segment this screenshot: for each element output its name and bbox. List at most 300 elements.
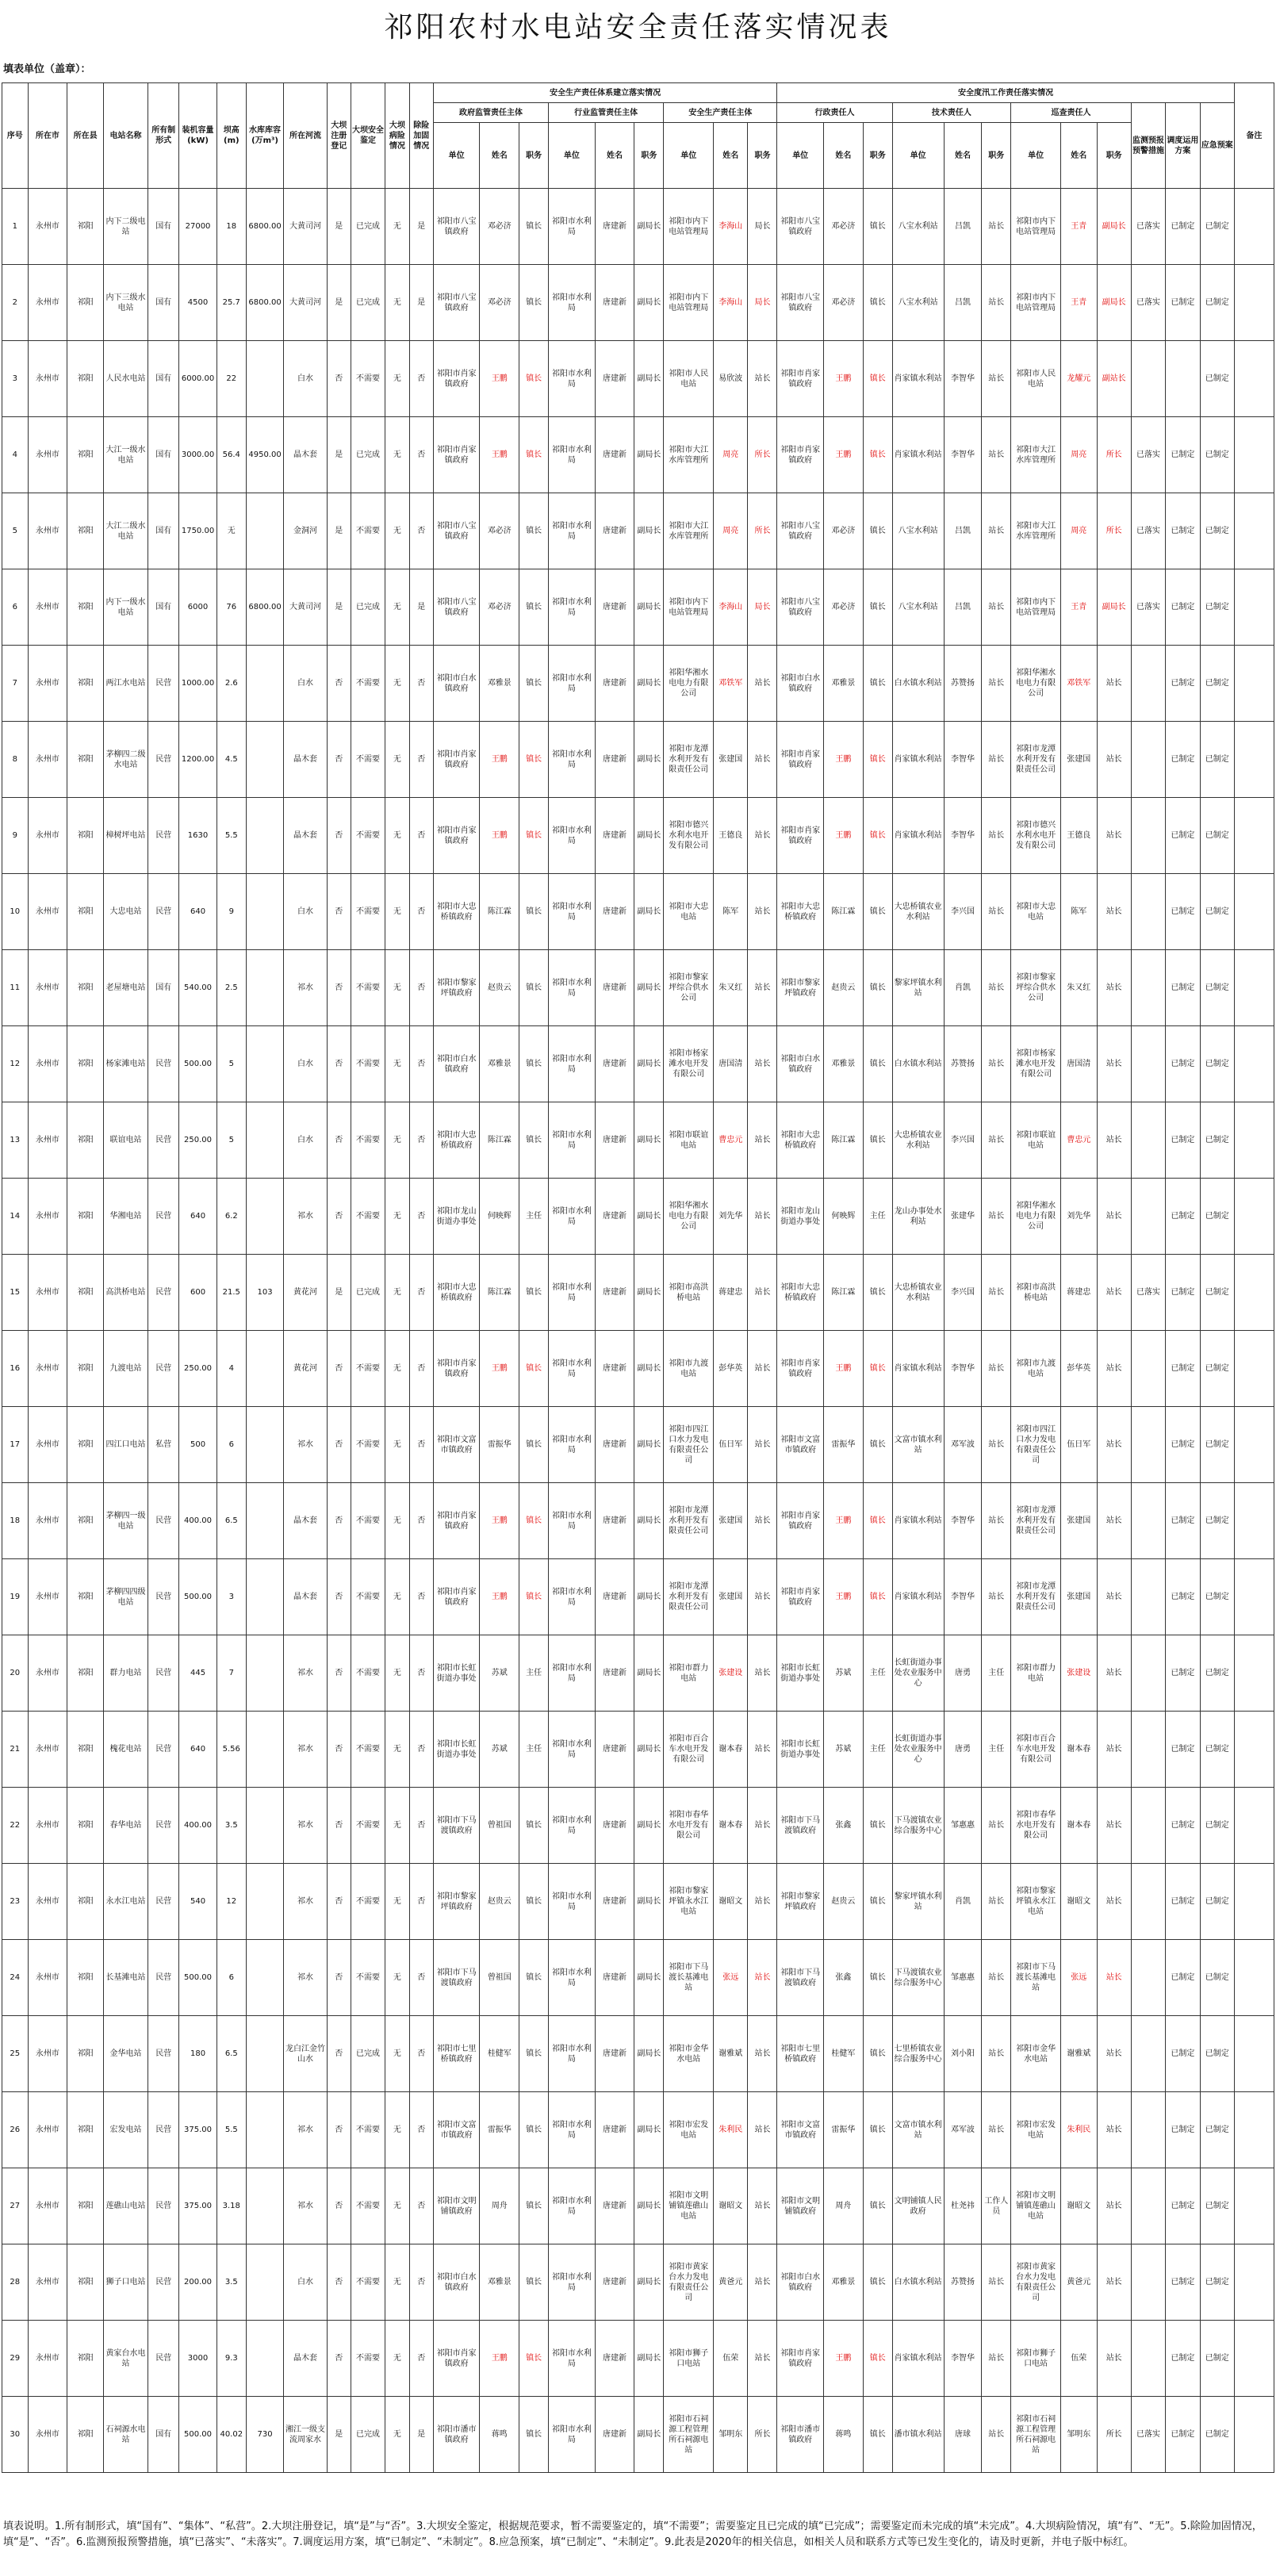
cell-city: 永州市 [28,1788,67,1864]
cell-s_u: 祁阳市下马渡长基滩电站 [664,1940,714,2016]
cell-river: 祁水 [284,1864,327,1940]
cell-remark [1234,646,1274,722]
cell-county: 祁阳 [67,493,104,569]
cell-g_u: 祁阳市八宝镇政府 [433,265,480,341]
cell-g_n: 王鹏 [480,341,519,417]
cell-s_n: 李海山 [714,189,748,265]
cell-g_n: 王鹏 [480,417,519,493]
cell-reinf: 否 [409,1331,433,1407]
cell-g_n: 邓雅景 [480,2244,519,2321]
cell-head: 5 [216,1102,246,1179]
cell-seq: 4 [2,417,29,493]
cell-emg: 已制定 [1200,2397,1234,2473]
cell-reg: 否 [327,2244,351,2321]
cell-g_p: 镇长 [519,189,549,265]
cell-seq: 10 [2,874,29,950]
cell-t_p: 站长 [982,1102,1011,1179]
cell-safety: 已完成 [351,417,385,493]
cell-safety: 已完成 [351,189,385,265]
cell-safety: 不需要 [351,1559,385,1635]
cell-river: 祁水 [284,1940,327,2016]
cell-g_u: 祁阳市龙山街道办事处 [433,1179,480,1255]
cell-city: 永州市 [28,1331,67,1407]
cell-dis: 已制定 [1166,798,1200,874]
cell-p_u: 祁阳市大江水库管理所 [1011,493,1061,569]
cell-river: 晶木套 [284,722,327,798]
cell-s_u: 祁阳市四江口水力发电有限责任公司 [664,1407,714,1483]
cell-i_u: 祁阳市水利局 [549,2244,596,2321]
cell-g_u: 祁阳市肖家镇政府 [433,2321,480,2397]
cell-g_p: 镇长 [519,417,549,493]
cell-t_n: 李智华 [944,417,982,493]
cell-mon [1131,2321,1165,2397]
cell-name: 内下一级水电站 [103,569,148,646]
cell-i_u: 祁阳市水利局 [549,722,596,798]
cell-p_n: 黄爸元 [1061,2244,1098,2321]
cell-remark [1234,722,1274,798]
cell-name: 两江水电站 [103,646,148,722]
cell-river: 祁水 [284,950,327,1026]
cell-i_n: 唐建新 [595,1940,634,2016]
cell-seq: 25 [2,2016,29,2092]
cell-risk: 无 [385,2168,409,2244]
cell-head: 9 [216,874,246,950]
cell-s_u: 祁阳市黎家坪综合供水公司 [664,950,714,1026]
cell-remark [1234,2397,1274,2473]
cell-i_u: 祁阳市水利局 [549,493,596,569]
cell-a_n: 王鹏 [823,1331,863,1407]
cell-remark [1234,1255,1274,1331]
cell-s_n: 张远 [714,1940,748,2016]
cell-city: 永州市 [28,2321,67,2397]
cell-a_n: 邓雅景 [823,646,863,722]
cell-emg: 已制定 [1200,646,1234,722]
subheader-post: 职务 [519,123,549,189]
cell-a_p: 镇长 [863,569,892,646]
cell-s_u: 祁阳市黄家台水力发电有限责任公司 [664,2244,714,2321]
cell-p_p: 站长 [1097,1864,1131,1940]
cell-s_p: 站长 [748,1712,777,1788]
cell-own: 民营 [148,2016,179,2092]
cell-dis: 已制定 [1166,1026,1200,1102]
cell-s_u: 祁阳市宏发电站 [664,2092,714,2168]
cell-reg: 是 [327,493,351,569]
cell-a_p: 镇长 [863,1864,892,1940]
cell-s_p: 所长 [748,493,777,569]
cell-head: 3.18 [216,2168,246,2244]
cell-a_p: 镇长 [863,1331,892,1407]
cell-cap: 500.00 [179,1559,217,1635]
cell-t_p: 站长 [982,722,1011,798]
cell-county: 祁阳 [67,1635,104,1712]
cell-s_p: 站长 [748,1483,777,1559]
cell-name: 黄家台水电站 [103,2321,148,2397]
cell-i_n: 唐建新 [595,1179,634,1255]
cell-t_n: 李智华 [944,722,982,798]
cell-s_n: 彭华英 [714,1331,748,1407]
cell-a_u: 祁阳市下马渡镇政府 [777,1940,824,2016]
cell-p_n: 刘先华 [1061,1179,1098,1255]
cell-name: 高洪桥电站 [103,1255,148,1331]
cell-a_u: 祁阳市肖家镇政府 [777,341,824,417]
cell-g_u: 祁阳市大忠桥镇政府 [433,1255,480,1331]
cell-remark [1234,417,1274,493]
cell-emg: 已制定 [1200,1255,1234,1331]
table-row [2,2321,1274,2397]
cell-own: 民营 [148,2321,179,2397]
cell-city: 永州市 [28,1864,67,1940]
safety-responsibility-table [2,82,1274,2473]
cell-a_p: 镇长 [863,722,892,798]
cell-g_p: 镇长 [519,1864,549,1940]
cell-head: 3.5 [216,1788,246,1864]
table-row [2,1788,1274,1864]
cell-remark [1234,2092,1274,2168]
cell-i_u: 祁阳市水利局 [549,341,596,417]
cell-city: 永州市 [28,189,67,265]
cell-mon [1131,1712,1165,1788]
cell-t_p: 站长 [982,1407,1011,1483]
cell-s_n: 张建国 [714,722,748,798]
cell-i_n: 唐建新 [595,1635,634,1712]
cell-risk: 无 [385,1483,409,1559]
cell-g_n: 雷振华 [480,1407,519,1483]
cell-s_p: 站长 [748,2244,777,2321]
cell-seq: 21 [2,1712,29,1788]
cell-p_p: 站长 [1097,2016,1131,2092]
cell-t_n: 唐球 [944,2397,982,2473]
cell-cap: 375.00 [179,2092,217,2168]
cell-a_p: 镇长 [863,1255,892,1331]
cell-a_n: 邓雅景 [823,2244,863,2321]
cell-river: 大黄司河 [284,569,327,646]
cell-p_p: 所长 [1097,2397,1131,2473]
header-dam-safety: 大坝安全鉴定 [351,83,385,189]
cell-county: 祁阳 [67,1483,104,1559]
cell-a_u: 祁阳市大忠桥镇政府 [777,1102,824,1179]
cell-i_u: 祁阳市水利局 [549,189,596,265]
cell-mon [1131,1179,1165,1255]
cell-city: 永州市 [28,1407,67,1483]
cell-g_u: 祁阳市长虹街道办事处 [433,1635,480,1712]
cell-g_n: 赵贵云 [480,950,519,1026]
cell-s_u: 祁阳市德兴水利水电开发有限公司 [664,798,714,874]
cell-remark [1234,2168,1274,2244]
cell-head: 40.02 [216,2397,246,2473]
cell-reg: 是 [327,417,351,493]
cell-stor: 6800.00 [246,189,284,265]
cell-s_u: 祁阳市春华水电开发有限公司 [664,1788,714,1864]
cell-dis: 已制定 [1166,1407,1200,1483]
cell-g_p: 镇长 [519,2016,549,2092]
cell-s_n: 王德良 [714,798,748,874]
cell-t_n: 邹惠惠 [944,1788,982,1864]
cell-s_n: 周亮 [714,417,748,493]
cell-city: 永州市 [28,874,67,950]
cell-p_n: 伍日军 [1061,1407,1098,1483]
cell-risk: 无 [385,1864,409,1940]
cell-g_p: 镇长 [519,2321,549,2397]
cell-t_p: 站长 [982,1940,1011,2016]
cell-g_p: 镇长 [519,341,549,417]
cell-name: 宏发电站 [103,2092,148,2168]
cell-a_p: 镇长 [863,417,892,493]
cell-s_p: 站长 [748,950,777,1026]
cell-g_u: 祁阳市黎家坪镇政府 [433,1864,480,1940]
cell-seq: 20 [2,1635,29,1712]
cell-g_p: 镇长 [519,1788,549,1864]
cell-seq: 12 [2,1026,29,1102]
cell-g_n: 桂健军 [480,2016,519,2092]
cell-g_n: 邓雅景 [480,1026,519,1102]
cell-s_n: 刘先华 [714,1179,748,1255]
cell-own: 民营 [148,1712,179,1788]
cell-county: 祁阳 [67,1864,104,1940]
cell-reg: 否 [327,1483,351,1559]
header-dam-risk: 大坝病险情况 [385,83,409,189]
cell-s_u: 祁阳市内下电站管理局 [664,569,714,646]
cell-mon [1131,874,1165,950]
cell-i_p: 副局长 [634,1407,664,1483]
cell-g_p: 镇长 [519,1940,549,2016]
cell-head: 5 [216,1026,246,1102]
cell-risk: 无 [385,646,409,722]
cell-county: 祁阳 [67,2397,104,2473]
cell-city: 永州市 [28,2244,67,2321]
cell-g_u: 祁阳市七里桥镇政府 [433,2016,480,2092]
subheader-person: 姓名 [1061,123,1098,189]
cell-remark [1234,1788,1274,1864]
cell-a_n: 王鹏 [823,2321,863,2397]
cell-i_u: 祁阳市水利局 [549,1483,596,1559]
cell-emg: 已制定 [1200,569,1234,646]
cell-g_p: 镇长 [519,265,549,341]
cell-i_n: 唐建新 [595,874,634,950]
cell-river: 晶木套 [284,798,327,874]
cell-a_p: 主任 [863,1635,892,1712]
cell-name: 老屋塘电站 [103,950,148,1026]
cell-mon [1131,722,1165,798]
cell-cap: 500.00 [179,1026,217,1102]
cell-emg: 已制定 [1200,1940,1234,2016]
cell-t_p: 站长 [982,1179,1011,1255]
cell-s_p: 站长 [748,874,777,950]
cell-g_p: 镇长 [519,569,549,646]
cell-t_p: 站长 [982,1864,1011,1940]
cell-mon [1131,1559,1165,1635]
cell-t_n: 张建华 [944,1179,982,1255]
cell-g_u: 祁阳市白水镇政府 [433,2244,480,2321]
cell-reg: 否 [327,874,351,950]
cell-name: 长基滩电站 [103,1940,148,2016]
cell-p_n: 王德良 [1061,798,1098,874]
cell-t_u: 文富市镇水利站 [892,2092,944,2168]
cell-i_n: 唐建新 [595,950,634,1026]
cell-name: 人民水电站 [103,341,148,417]
cell-dis: 已制定 [1166,493,1200,569]
cell-p_u: 祁阳市金华水电站 [1011,2016,1061,2092]
cell-county: 祁阳 [67,1179,104,1255]
cell-p_p: 所长 [1097,417,1131,493]
cell-dis: 已制定 [1166,1712,1200,1788]
cell-emg: 已制定 [1200,493,1234,569]
table-row [2,2016,1274,2092]
cell-i_p: 副局长 [634,493,664,569]
cell-reinf: 否 [409,874,433,950]
cell-t_n: 苏赞扬 [944,1026,982,1102]
cell-reinf: 否 [409,950,433,1026]
cell-stor [246,2321,284,2397]
cell-name: 金华电站 [103,2016,148,2092]
cell-t_n: 李智华 [944,1331,982,1407]
cell-stor [246,2244,284,2321]
cell-p_n: 伍荣 [1061,2321,1098,2397]
cell-t_n: 邹惠惠 [944,1940,982,2016]
cell-seq: 24 [2,1940,29,2016]
cell-p_u: 祁阳市龙潭水利开发有限责任公司 [1011,1559,1061,1635]
cell-reg: 否 [327,646,351,722]
cell-a_p: 镇长 [863,1102,892,1179]
cell-cap: 250.00 [179,1331,217,1407]
cell-i_n: 唐建新 [595,265,634,341]
cell-a_u: 祁阳市肖家镇政府 [777,798,824,874]
cell-a_u: 祁阳市肖家镇政府 [777,1331,824,1407]
cell-emg: 已制定 [1200,1483,1234,1559]
cell-i_u: 祁阳市水利局 [549,798,596,874]
cell-p_p: 站长 [1097,1940,1131,2016]
cell-county: 祁阳 [67,189,104,265]
cell-i_p: 副局长 [634,189,664,265]
cell-t_p: 站长 [982,2016,1011,2092]
cell-dis: 已制定 [1166,722,1200,798]
cell-reg: 否 [327,2168,351,2244]
cell-g_u: 祁阳市文富市镇政府 [433,1407,480,1483]
cell-a_u: 祁阳市黎家坪镇政府 [777,950,824,1026]
cell-a_p: 镇长 [863,950,892,1026]
cell-i_n: 唐建新 [595,1026,634,1102]
cell-g_u: 祁阳市肖家镇政府 [433,798,480,874]
cell-p_n: 王青 [1061,189,1098,265]
cell-dis: 已制定 [1166,1635,1200,1712]
cell-remark [1234,341,1274,417]
cell-dis: 已制定 [1166,265,1200,341]
cell-river: 祁水 [284,1788,327,1864]
cell-i_n: 唐建新 [595,2244,634,2321]
cell-safety: 不需要 [351,2092,385,2168]
cell-county: 祁阳 [67,1712,104,1788]
cell-p_p: 站长 [1097,2321,1131,2397]
cell-t_p: 主任 [982,1635,1011,1712]
cell-g_n: 王鹏 [480,1331,519,1407]
cell-a_p: 镇长 [863,493,892,569]
cell-safety: 不需要 [351,1712,385,1788]
cell-river: 白水 [284,874,327,950]
cell-head: 22 [216,341,246,417]
cell-reg: 否 [327,1102,351,1179]
cell-own: 民营 [148,874,179,950]
cell-county: 祁阳 [67,1559,104,1635]
cell-i_u: 祁阳市水利局 [549,2168,596,2244]
cell-county: 祁阳 [67,722,104,798]
cell-i_u: 祁阳市水利局 [549,2016,596,2092]
cell-g_u: 祁阳市八宝镇政府 [433,189,480,265]
cell-g_u: 祁阳市肖家镇政府 [433,1559,480,1635]
cell-emg: 已制定 [1200,1864,1234,1940]
cell-a_n: 王鹏 [823,722,863,798]
header-dam-registration: 大坝注册登记 [327,83,351,189]
cell-name: 九渡电站 [103,1331,148,1407]
cell-own: 民营 [148,1102,179,1179]
cell-own: 国有 [148,493,179,569]
cell-g_n: 苏斌 [480,1635,519,1712]
cell-reinf: 否 [409,798,433,874]
subheader-post: 职务 [634,123,664,189]
cell-county: 祁阳 [67,1940,104,2016]
cell-river: 白水 [284,646,327,722]
cell-t_u: 黎家坪镇水利站 [892,950,944,1026]
cell-seq: 17 [2,1407,29,1483]
cell-city: 永州市 [28,1026,67,1102]
cell-emg: 已制定 [1200,417,1234,493]
cell-remark [1234,1483,1274,1559]
cell-t_p: 站长 [982,493,1011,569]
cell-remark [1234,1102,1274,1179]
cell-p_n: 蒋建忠 [1061,1255,1098,1331]
cell-name: 群力电站 [103,1635,148,1712]
cell-name: 联谊电站 [103,1102,148,1179]
cell-s_u: 祁阳市龙潭水利开发有限责任公司 [664,722,714,798]
cell-a_p: 镇长 [863,1788,892,1864]
cell-reg: 否 [327,1559,351,1635]
cell-p_u: 祁阳市龙潭水利开发有限责任公司 [1011,1483,1061,1559]
cell-t_u: 肖家镇水利站 [892,341,944,417]
cell-t_p: 站长 [982,950,1011,1026]
cell-cap: 640 [179,1712,217,1788]
cell-g_n: 邓雅景 [480,646,519,722]
cell-p_u: 祁阳市狮子口电站 [1011,2321,1061,2397]
cell-remark [1234,1331,1274,1407]
cell-i_n: 唐建新 [595,2092,634,2168]
cell-river: 龙白江金竹山水 [284,2016,327,2092]
cell-s_p: 站长 [748,1026,777,1102]
cell-stor [246,1026,284,1102]
cell-t_u: 肖家镇水利站 [892,1331,944,1407]
cell-t_n: 李兴国 [944,1102,982,1179]
cell-a_n: 苏斌 [823,1635,863,1712]
cell-t_p: 站长 [982,2397,1011,2473]
cell-g_n: 曾祖国 [480,1788,519,1864]
cell-mon [1131,950,1165,1026]
cell-g_p: 镇长 [519,1102,549,1179]
header-tech: 技术责任人 [892,103,1011,123]
cell-cap: 1750.00 [179,493,217,569]
cell-t_n: 吕凯 [944,265,982,341]
cell-mon [1131,1331,1165,1407]
cell-a_u: 祁阳市肖家镇政府 [777,1559,824,1635]
cell-reinf: 否 [409,1102,433,1179]
cell-s_n: 朱利民 [714,2092,748,2168]
cell-a_u: 祁阳市肖家镇政府 [777,417,824,493]
cell-s_n: 李海山 [714,569,748,646]
cell-i_p: 副局长 [634,950,664,1026]
cell-safety: 不需要 [351,1102,385,1179]
cell-cap: 640 [179,1179,217,1255]
cell-t_u: 肖家镇水利站 [892,1559,944,1635]
cell-s_p: 站长 [748,2168,777,2244]
cell-seq: 22 [2,1788,29,1864]
cell-reinf: 否 [409,2016,433,2092]
cell-i_p: 副局长 [634,798,664,874]
